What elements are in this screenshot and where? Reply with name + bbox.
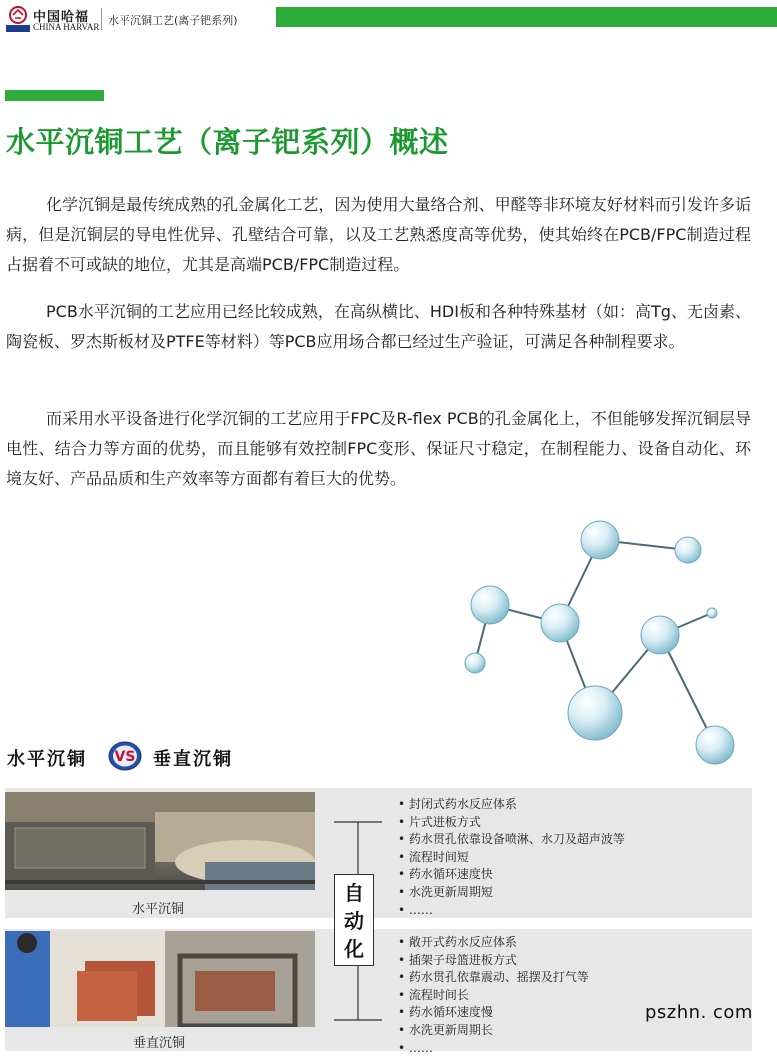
molecule-illustration [440, 505, 750, 775]
page-title: 水平沉铜工艺（离子钯系列）概述 [6, 125, 449, 159]
vertical-line-photo [5, 931, 315, 1027]
list-item: • 敞开式药水反应体系 [398, 934, 589, 952]
vertical-feature-list [398, 934, 589, 1057]
vs-text: VS [114, 749, 136, 765]
page-header [0, 0, 777, 40]
list-item: • 片式进板方式 [398, 814, 625, 832]
list-item: • 药水循环速度快 [398, 866, 625, 884]
list-item: • 插架子母篮进板方式 [398, 952, 589, 970]
automation-char: 化 [344, 937, 364, 961]
logo-chinese-name: 中国哈福 [33, 10, 90, 25]
automation-char: 自 [344, 881, 364, 905]
horizontal-label: 水平沉铜 [7, 749, 87, 770]
china-harvar-logo-icon [6, 5, 30, 33]
watermark: pszhn. com [645, 1002, 753, 1023]
list-item: • 封闭式药水反应体系 [398, 796, 625, 814]
molecule-atoms [465, 521, 734, 764]
vertical-label: 垂直沉铜 [153, 749, 233, 770]
horizontal-feature-list [398, 796, 625, 919]
vs-badge-icon [108, 741, 142, 771]
list-item: • 流程时间短 [398, 849, 625, 867]
list-item: • …… [398, 1040, 589, 1057]
logo-english-name: CHINA HARVAR [33, 22, 100, 32]
vertical-photo-caption: 垂直沉铜 [133, 1036, 186, 1051]
list-item: • 药水贯孔依靠设备喷淋、水刀及超声波等 [398, 831, 625, 849]
list-item: • 水洗更新周期短 [398, 884, 625, 902]
horizontal-photo-caption: 水平沉铜 [132, 902, 185, 917]
automation-char: 动 [344, 909, 364, 933]
list-item: • 水洗更新周期长 [398, 1022, 589, 1040]
list-item: • 流程时间长 [398, 987, 589, 1005]
list-item: • 药水贯孔依靠震动、摇摆及打气等 [398, 969, 589, 987]
list-item: • 药水循环速度慢 [398, 1004, 589, 1022]
paragraph-2: PCB水平沉铜的工艺应用已经比较成熟，在高纵横比、HDI板和各种特殊基材（如：高Tg、无卤素、陶瓷板、罗杰斯板材及PTFE等材料）等PCB应用场合都已经过生产验证，可满足各种制程要求。 [6, 302, 751, 351]
paragraph-1: 化学沉铜是最传统成熟的孔金属化工艺，因为使用大量络合剂、甲醛等非环境友好材料而引发许多诟病，但是沉铜层的导电性优异、孔壁结合可靠，以及工艺熟悉度高等优势，使其始终在PCB/FPC制造过程占据着不可或缺的地位，尤其是高端PCB/FPC制造过程。 [6, 195, 751, 274]
header-green-band [276, 7, 777, 27]
paragraph-3: 而采用水平设备进行化学沉铜的工艺应用于FPC及R-flex PCB的孔金属化上，不但能够发挥沉铜层导电性、结合力等方面的优势，而且能够有效控制FPC变形、保证尺寸稳定，在制程能力、设备自动化、环境友好、产品品质和生产效率等方面都有着巨大的优势。 [6, 409, 751, 488]
automation-label-box [334, 874, 374, 966]
horizontal-line-photo [5, 792, 315, 890]
list-item: • …… [398, 902, 625, 920]
header-section-title: 水平沉铜工艺(离子钯系列) [108, 14, 238, 27]
header-divider [101, 8, 102, 30]
title-accent-bar [5, 90, 104, 101]
